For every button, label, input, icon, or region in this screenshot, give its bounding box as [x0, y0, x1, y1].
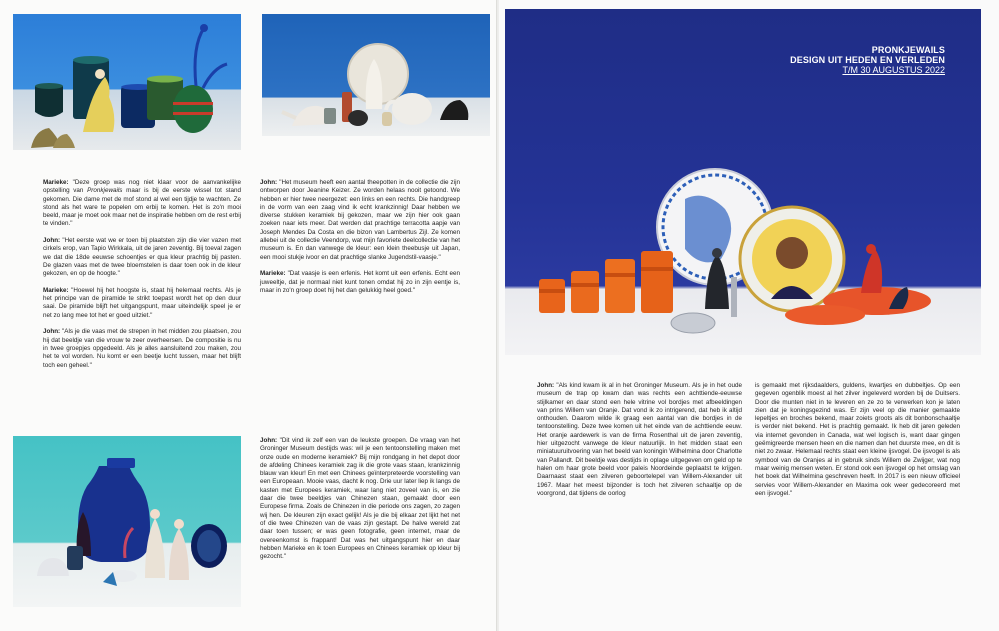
- paragraph: [43, 237, 241, 278]
- text-column-left-3: [260, 437, 460, 570]
- paragraph-text: is gemaakt met rijksdaalders, guldens, kwartjes en dubbeltjes. Op een gegeven ogenblik moest al het zilver ingeleverd worden bij de Duitsers. Door die munten niet in te leveren en ze zo te verwerken kon je laten zien dat je koningsgezind was. Er zijn veel op die manier gemaakte lepeltjes en broches bekend, maar zoiets groots als dit bonbonschaaltje is verder niet bekend. Het is prachtig gemaakt. Ik heb dit jaren geleden via internet gevonden in Canada, wat wel logisch is, want daar gingen geëmigreerde mensen heen en die namen dan het duurste mee, en dit is niet zo zwaar. Helemaal rechts staat een kleine ijsvogel. De ijsvogel is als symbool van de Oranjes al in gebruik sinds Willem de Zwijger, wat nog maar weinig mensen weten. Er stond ook een ijsvogel op het omslag van het boek dat Wilhelmina geschreven heeft. In 2017 is een nieuw officieel servies voor Willem-Alexander en Maxima ook weer gedecoreerd met een ijsvogel.": [755, 382, 960, 497]
- exhibition-date: T/M 30 AUGUSTUS 2022: [842, 65, 945, 75]
- paragraph: [260, 437, 460, 561]
- paragraph: [260, 179, 460, 262]
- speaker-label: Marieke:: [43, 286, 69, 294]
- text-column-right-1: [537, 382, 742, 506]
- oranje-plates-photo: [505, 9, 981, 355]
- paragraph: [755, 382, 960, 498]
- speaker-label: Marieke:: [260, 270, 286, 278]
- paragraph-text: "Hoewel hij het hoogste is, staat hij helemaal rechts. Als je het principe van de piramide te strikt toepast wordt het op den duur saai. De piramide blijft het uitgangspunt, maar uiteindelijk speel je er net zo lang mee tot het er goed uitziet.": [43, 286, 241, 319]
- title-line-1: PRONKJEWAILS: [871, 45, 945, 55]
- chinese-vase-photo: [13, 436, 241, 607]
- speaker-label: John:: [43, 328, 61, 336]
- left-page: [0, 0, 497, 631]
- paragraph: [43, 179, 241, 229]
- text-column-right-2: [755, 382, 960, 506]
- exhibition-title: [790, 45, 945, 75]
- text-column-left-1: [43, 179, 241, 378]
- speaker-label: Marieke:: [43, 179, 69, 186]
- speaker-label: John:: [260, 179, 278, 186]
- paragraph-text: "Dit vind ik zelf een van de leukste groepen. De vraag van het Groninger Museum destijds was: wil je een tentoonstelling maken met onze oude en moderne keramiek? Bij mijn rondgang in het depot door de afdeling Chinees keramiek zag ik die grote vaas staan, krankzinnig blauw van kleur! En met een Chinees geïnterpreteerde voorstelling van een Europeaan. Mooie vaas, dacht ik nog. Drie uur later liep ik langs de kasten met Europees keramiek, waar lang niet zoveel van is, en zie daar die twee beeldjes van Chinezen staan, gemaakt door een Europese firma. Zoals de Chinezen in die periode ons zagen, zo zagen wij hen. De kleuren zijn exact gelijk! Als je die bij elkaar zet lijkt het net of die twee Chinezen van de vaas zijn gestapt. De halve wereld zat daar toen tussen; er was geen fotografie, geen internet, maar de overeenkomst is frappant! Dat was het uitgangspunt hier en daar hebben Marieke en ik toen Europees en Chinees keramiek op kleur bij gezocht.": [260, 437, 460, 561]
- paragraph-text: "Als je die vaas met de strepen in het midden zou plaatsen, zou hij dat beeldje van die vrouw te zeer overheersen. De compositie is nu in twee groepjes opgedeeld. Als je alles aansluitend zou maken, zou het te vol worden. Nu komt er een beetje lucht tussen, maar het blijft toch een geheel.": [43, 328, 241, 369]
- paragraph: [43, 328, 241, 369]
- title-line-2: DESIGN UIT HEDEN EN VERLEDEN: [790, 55, 945, 65]
- speaker-label: John:: [43, 237, 61, 245]
- exhibition-name: Pronkjewails: [87, 187, 123, 195]
- vase-illustration: [13, 436, 241, 607]
- paragraph: [260, 270, 460, 295]
- paragraph: [537, 382, 742, 498]
- speaker-label: John:: [537, 382, 555, 389]
- teapots-photo: [262, 14, 490, 136]
- paragraph: [43, 287, 241, 320]
- ceramics-illustration: [13, 14, 241, 150]
- paragraph-text: "Als kind kwam ik al in het Groninger Museum. Als je in het oude museum de trap op kwam dan was rechts een achttiende-eeuwse stijlkamer en daar stond een hele vitrine vol bordjes met afbeeldingen van prins Willem van Oranje. Dat vond ik zo intrigerend, dat heb ik altijd onthouden. Daarom wilde ik graag een aantal van die bordjes in de tentoonstelling. Deze twee komen uit het einde van de achttiende eeuw. Het oranje aardewerk is van de firma Rosenthal uit de jaren zeventig, hier uitgezocht vanwege de kleur natuurlijk. In het midden staat een miniatuuruitvoering van het beeld van koningin Wilhelmina door Charlotte van Pallandt. Dit beeldje was destijds in oplage uitgegeven om geld op te halen om haar grote beeld voor paleis Noordeinde geplaatst te krijgen. Daarnaast staat een zilveren geboortelepel van Willem-Alexander uit 1967. Maar het meest bijzonder is toch het zilveren schaaltje op de voorgrond, dat tijdens de oorlog: [537, 382, 742, 497]
- paragraph-text: "Deze groep was nog niet klaar voor de aanvankelijke opstelling van: [43, 179, 241, 195]
- paragraph-text: "Het eerste wat we er toen bij plaatsten zijn die vier vazen met cirkels erop, van Tapio Wirkkala, uit de jaren zeventig. Bij toeval zagen we dat die 18de eeuwse schoentjes er qua kleur prachtig bij pasten. De glazen vaas met de twee bloemstelen is daar toen ook in de kleur gekozen, en op de hoogte.": [43, 237, 241, 278]
- paragraph-text: maar is bij de eerste wissel tot stand gekomen. Die dame met de mof stond al wel een tijdje te wachten. Ze stond als het ware te popelen om erbij te komen. Het is zo'n mooi beeld, maar je moet ook maar net de inspiratie hebben om de rest erbij te vinden.": [43, 187, 241, 228]
- paragraph-text: "Dat vaasje is een erfenis. Het komt uit een erfenis. Echt een juweeltje, dat je normaal niet kunt tonen omdat hij zo in zijn eentje is, maar in zo'n groep doet hij het dan gelukkig heel goed.": [260, 270, 460, 294]
- teapots-illustration: [262, 14, 490, 136]
- paragraph-text: "Het museum heeft een aantal theepotten in de collectie die zijn ontworpen door Jeanine Keizer. Ze worden helaas nooit getoond. We hebben er hier twee neergezet: een links en een rechts. Die handgreep in de vorm van een zaag vind ik echt krankzinnig! Daar hebben we diverse stukken keramiek bij gekozen, maar we zijn hier ook gaan zoeken naar iets meer. Dat werden dat prachtige terracotta aapje van Joseph Mendes Da Costa en die bizon van Lambertus Zijl. Ze komen allebei uit de collectie Veendorp, wat mijn favoriete deelcollectie van het museum is. En dan vanwege de kleur: een klein theebusje uit Japan, een mooi stukje ivoor en dat prachtige slanke Jugendstil-vaasje.": [260, 179, 460, 261]
- ceramics-photo-blue: [13, 14, 241, 150]
- right-page: [499, 0, 999, 631]
- speaker-label: John:: [260, 437, 278, 444]
- text-column-left-2: [260, 179, 460, 303]
